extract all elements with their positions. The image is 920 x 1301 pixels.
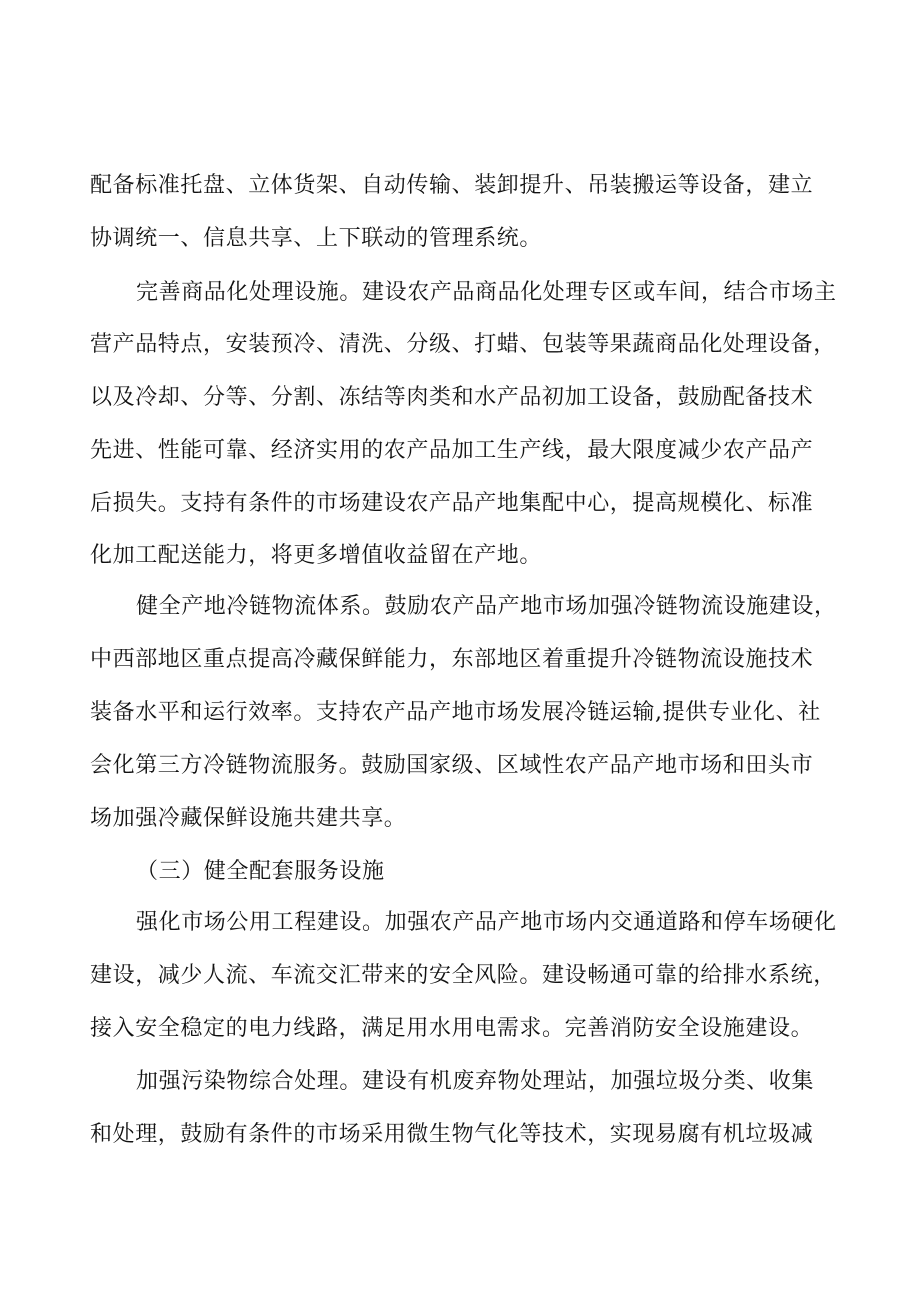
text-line: 加强污染物综合处理。建设有机废弃物处理站，加强垃圾分类、收集 xyxy=(136,1069,815,1094)
text-line: 会化第三方冷链物流服务。鼓励国家级、区域性农产品产地市场和田头市 xyxy=(90,753,814,778)
text-line: 和处理，鼓励有条件的市场采用微生物气化等技术，实现易腐有机垃圾减 xyxy=(90,1122,814,1147)
text-line: 配备标准托盘、立体货架、自动传输、装卸提升、吊装搬运等设备，建立 xyxy=(90,173,814,198)
text-line: 中西部地区重点提高冷藏保鲜能力，东部地区着重提升冷链物流设施技术 xyxy=(90,647,814,672)
text-line: 以及冷却、分等、分割、冻结等肉类和水产品初加工设备，鼓励配备技术 xyxy=(90,385,814,410)
text-line: 营产品特点，安装预冷、清洗、分级、打蜡、包装等果蔬商品化处理设备， xyxy=(90,332,836,357)
text-line: 接入安全稳定的电力线路，满足用水用电需求。完善消防安全设施建设。 xyxy=(90,1016,814,1041)
text-line: 健全产地冷链物流体系。鼓励农产品产地市场加强冷链物流设施建设， xyxy=(136,594,837,619)
text-line: 先进、性能可靠、经济实用的农产品加工生产线，最大限度减少农产品产 xyxy=(90,438,814,463)
text-line: 建设，减少人流、车流交汇带来的安全风险。建设畅通可靠的给排水系统， xyxy=(90,963,836,988)
text-line: 场加强冷藏保鲜设施共建共享。 xyxy=(90,806,407,831)
text-line: 协调统一、信息共享、上下联动的管理系统。 xyxy=(90,226,543,251)
text-line: 完善商品化处理设施。建设农产品商品化处理专区或车间，结合市场主 xyxy=(136,280,837,305)
text-line: 强化市场公用工程建设。加强农产品产地市场内交通道路和停车场硬化 xyxy=(136,910,837,935)
text-line: 后损失。支持有条件的市场建设农产品产地集配中心，提高规模化、标准 xyxy=(90,491,814,516)
section-heading: （三）健全配套服务设施 xyxy=(136,859,385,884)
text-line: 装备水平和运行效率。支持农产品产地市场发展冷链运输,提供专业化、社 xyxy=(90,700,821,725)
text-line: 化加工配送能力，将更多增值收益留在产地。 xyxy=(90,543,543,568)
